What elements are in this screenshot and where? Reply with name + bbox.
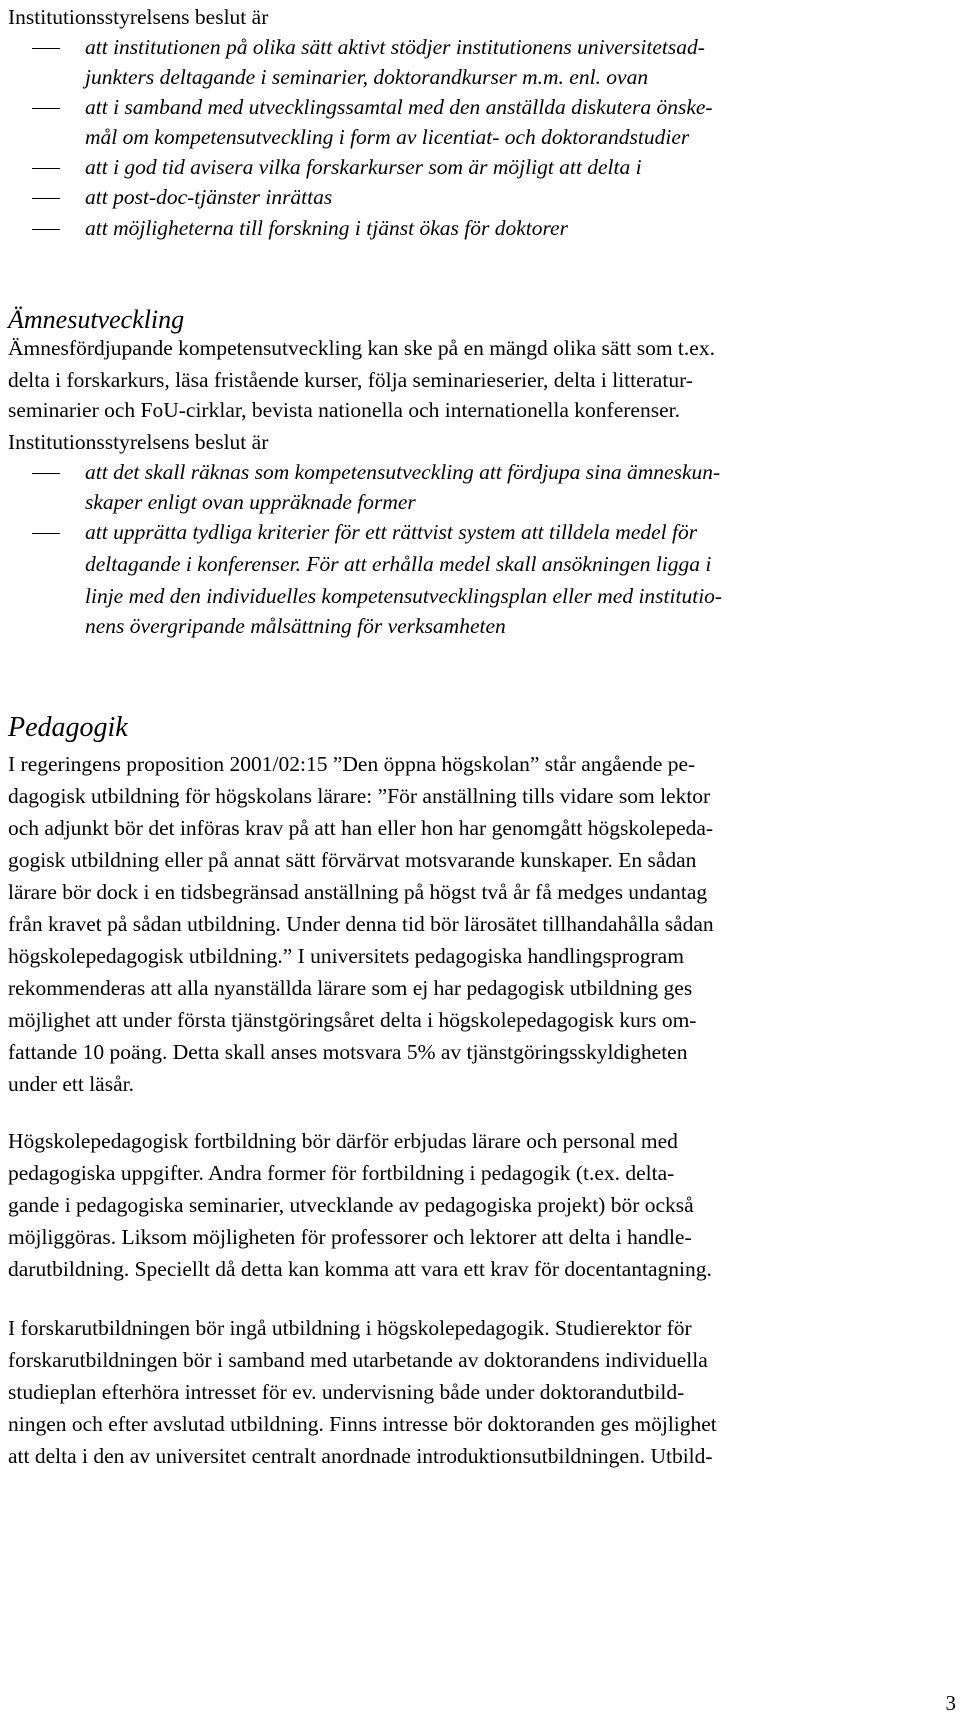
bullet-text: skaper enligt ovan uppräknade former: [85, 490, 416, 514]
bullet-text: att möjligheterna till forskning i tjänst ökas för doktorer: [85, 216, 568, 240]
bullet-text: junkters deltagande i seminarier, doktorandkurser m.m. enl. ovan: [85, 65, 649, 89]
paragraph-line: forskarutbildningen bör i samband med utarbetande av doktorandens individuella: [8, 1348, 708, 1372]
paragraph-line: möjlighet att under första tjänstgöringsåret delta i högskolepedagogisk kurs om-: [8, 1008, 697, 1032]
decision-intro: Institutionsstyrelsens beslut är: [8, 430, 269, 454]
paragraph-line: och adjunkt bör det införas krav på att han eller hon har genomgått högskolepeda-: [8, 816, 714, 840]
bullet-text: att upprätta tydliga kriterier för ett rättvist system att tilldela medel för: [85, 520, 698, 544]
bullet-text: linje med den individuelles kompetensutvecklingsplan eller med institutio-: [85, 584, 723, 608]
paragraph-line: Högskolepedagogisk fortbildning bör därför erbjudas lärare och personal med: [8, 1129, 678, 1153]
bullet-text: att institutionen på olika sätt aktivt stödjer institutionens universitetsad-: [85, 35, 705, 59]
section-heading-amnesutveckling: Ämnesutveckling: [8, 305, 185, 334]
bullet-text: mål om kompetensutveckling i form av licentiat- och doktorandstudier: [85, 125, 690, 149]
paragraph-line: lärare bör dock i en tidsbegränsad anställning på högst två år få medges undantag: [8, 880, 708, 904]
bullet-text: att i god tid avisera vilka forskarkurser som är möjligt att delta i: [85, 155, 642, 179]
paragraph-line: darutbildning. Speciellt då detta kan komma att vara ett krav för docentantagning.: [8, 1257, 712, 1281]
section-heading-pedagogik: Pedagogik: [8, 712, 128, 743]
bullet-text: att post-doc-tjänster inrättas: [85, 185, 333, 209]
paragraph-line: gogisk utbildning eller på annat sätt förvärvat motsvarande kunskaper. En sådan: [8, 848, 697, 872]
page-number: 3: [945, 1691, 956, 1715]
paragraph-line: studieplan efterhöra intresset för ev. undervisning både under doktorandutbild-: [8, 1380, 685, 1404]
paragraph-line: från kravet på sådan utbildning. Under denna tid bör lärosätet tillhandahålla sådan: [8, 912, 714, 936]
bullet-text: deltagande i konferenser. För att erhålla medel skall ansökningen ligga i: [85, 552, 712, 576]
bullet-dash: [32, 48, 60, 49]
paragraph-line: rekommenderas att alla nyanställda lärare som ej har pedagogisk utbildning ges: [8, 976, 693, 1000]
bullet-dash: [32, 533, 60, 534]
paragraph-line: I forskarutbildningen bör ingå utbildning i högskolepedagogik. Studierektor för: [8, 1316, 692, 1340]
bullet-text: att i samband med utvecklingssamtal med den anställda diskutera önske-: [85, 95, 713, 119]
decision-intro: Institutionsstyrelsens beslut är: [8, 5, 269, 29]
bullet-dash: [32, 229, 60, 230]
bullet-dash: [32, 108, 60, 109]
paragraph-line: ningen och efter avslutad utbildning. Finns intresse bör doktoranden ges möjlighet: [8, 1412, 717, 1436]
paragraph-line: pedagogiska uppgifter. Andra former för fortbildning i pedagogik (t.ex. delta-: [8, 1161, 675, 1185]
paragraph-line: seminarier och FoU-cirklar, bevista nationella och internationella konferenser.: [8, 398, 680, 422]
bullet-dash: [32, 168, 60, 169]
paragraph-line: under ett läsår.: [8, 1072, 134, 1096]
paragraph-line: Ämnesfördjupande kompetensutveckling kan ske på en mängd olika sätt som t.ex.: [8, 336, 715, 360]
bullet-dash: [32, 473, 60, 474]
paragraph-line: möjliggöras. Liksom möjligheten för professorer och lektorer att delta i handle-: [8, 1225, 692, 1249]
paragraph-line: I regeringens proposition 2001/02:15 ”Den öppna högskolan” står angående pe-: [8, 752, 696, 776]
bullet-dash: [32, 198, 60, 199]
paragraph-line: dagogisk utbildning för högskolans lärare: ”För anställning tills vidare som lektor: [8, 784, 711, 808]
paragraph-line: delta i forskarkurs, läsa fristående kurser, följa seminarieserier, delta i litteratur-: [8, 368, 693, 392]
bullet-text: att det skall räknas som kompetensutveckling att fördjupa sina ämneskun-: [85, 460, 721, 484]
paragraph-line: gande i pedagogiska seminarier, utvecklande av pedagogiska projekt) bör också: [8, 1193, 694, 1217]
paragraph-line: högskolepedagogisk utbildning.” I universitets pedagogiska handlingsprogram: [8, 944, 684, 968]
paragraph-line: att delta i den av universitet centralt anordnade introduktionsutbildningen. Utbild-: [8, 1444, 713, 1468]
paragraph-line: fattande 10 poäng. Detta skall anses motsvara 5% av tjänstgöringsskyldigheten: [8, 1040, 688, 1064]
bullet-text: nens övergripande målsättning för verksamheten: [85, 614, 506, 638]
